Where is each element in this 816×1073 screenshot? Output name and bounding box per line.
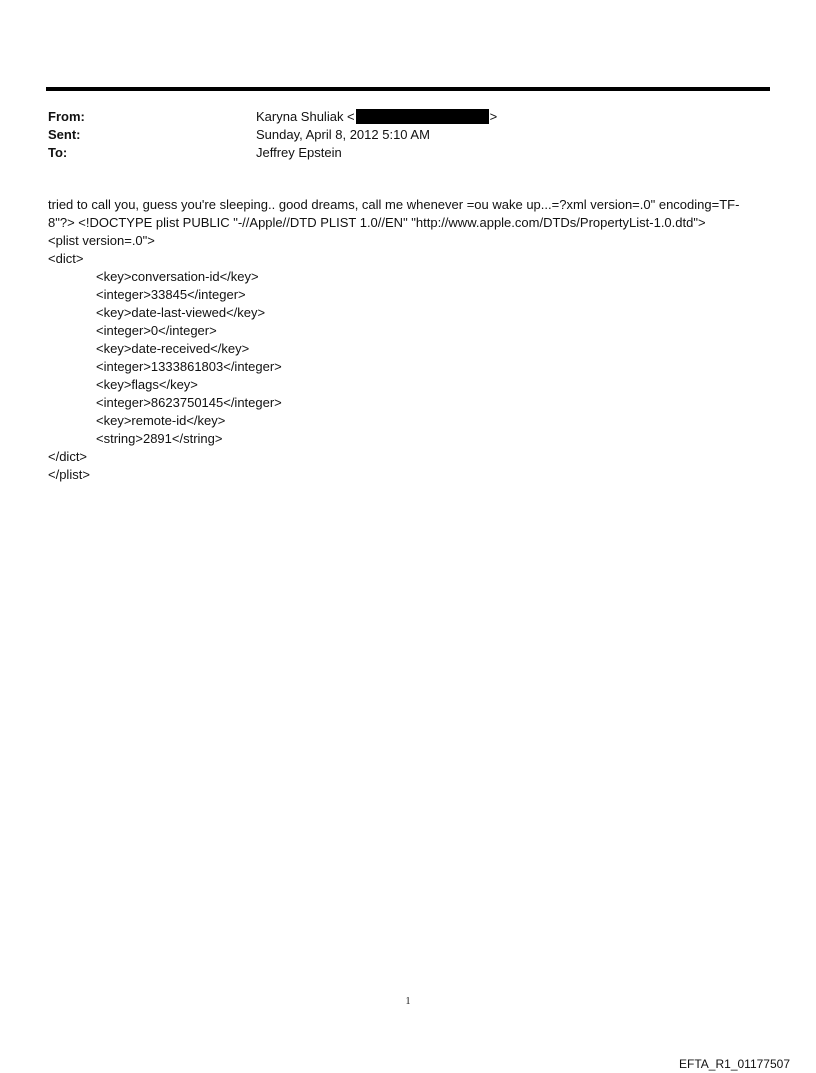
plist-entry: <key>date-received</key> bbox=[96, 341, 250, 356]
plist-entry: <integer>8623750145</integer> bbox=[96, 395, 282, 410]
page-number: 1 bbox=[405, 996, 411, 1007]
to-label: To: bbox=[48, 145, 68, 160]
body-line: </dict> bbox=[48, 449, 88, 464]
plist-entry: <integer>33845</integer> bbox=[96, 287, 246, 302]
plist-entry: <key>conversation-id</key> bbox=[96, 269, 259, 284]
plist-entry: <key>flags</key> bbox=[96, 377, 198, 392]
from-label: From: bbox=[48, 109, 85, 124]
body-line: <dict> bbox=[48, 251, 84, 266]
sent-value: Sunday, April 8, 2012 5:10 AM bbox=[256, 127, 430, 142]
from-name: Karyna Shuliak < bbox=[256, 109, 355, 124]
body-line: 8"?> <!DOCTYPE plist PUBLIC "-//Apple//DTD PLIST 1.0//EN" "http://www.apple.com/DTDs/PropertyList-1.0.dtd"> bbox=[48, 215, 706, 230]
body-line: <plist version=.0"> bbox=[48, 233, 155, 248]
from-close: > bbox=[489, 109, 498, 124]
email-body bbox=[48, 196, 772, 484]
from-value bbox=[256, 109, 497, 124]
plist-entry: <key>date-last-viewed</key> bbox=[96, 305, 266, 320]
plist-entry: <string>2891</string> bbox=[96, 431, 223, 446]
body-line: </plist> bbox=[48, 467, 90, 482]
header-divider bbox=[46, 87, 770, 91]
body-line: tried to call you, guess you're sleeping.. good dreams, call me whenever =ou wake up...=?xml version=.0" encoding=TF- bbox=[48, 197, 740, 212]
document-id: EFTA_R1_01177507 bbox=[679, 1057, 790, 1071]
plist-entry: <integer>0</integer> bbox=[96, 323, 217, 338]
plist-entry: <integer>1333861803</integer> bbox=[96, 359, 282, 374]
sent-label: Sent: bbox=[48, 127, 81, 142]
plist-entry: <key>remote-id</key> bbox=[96, 413, 226, 428]
redacted-email-block bbox=[356, 109, 489, 124]
to-value: Jeffrey Epstein bbox=[256, 145, 342, 160]
